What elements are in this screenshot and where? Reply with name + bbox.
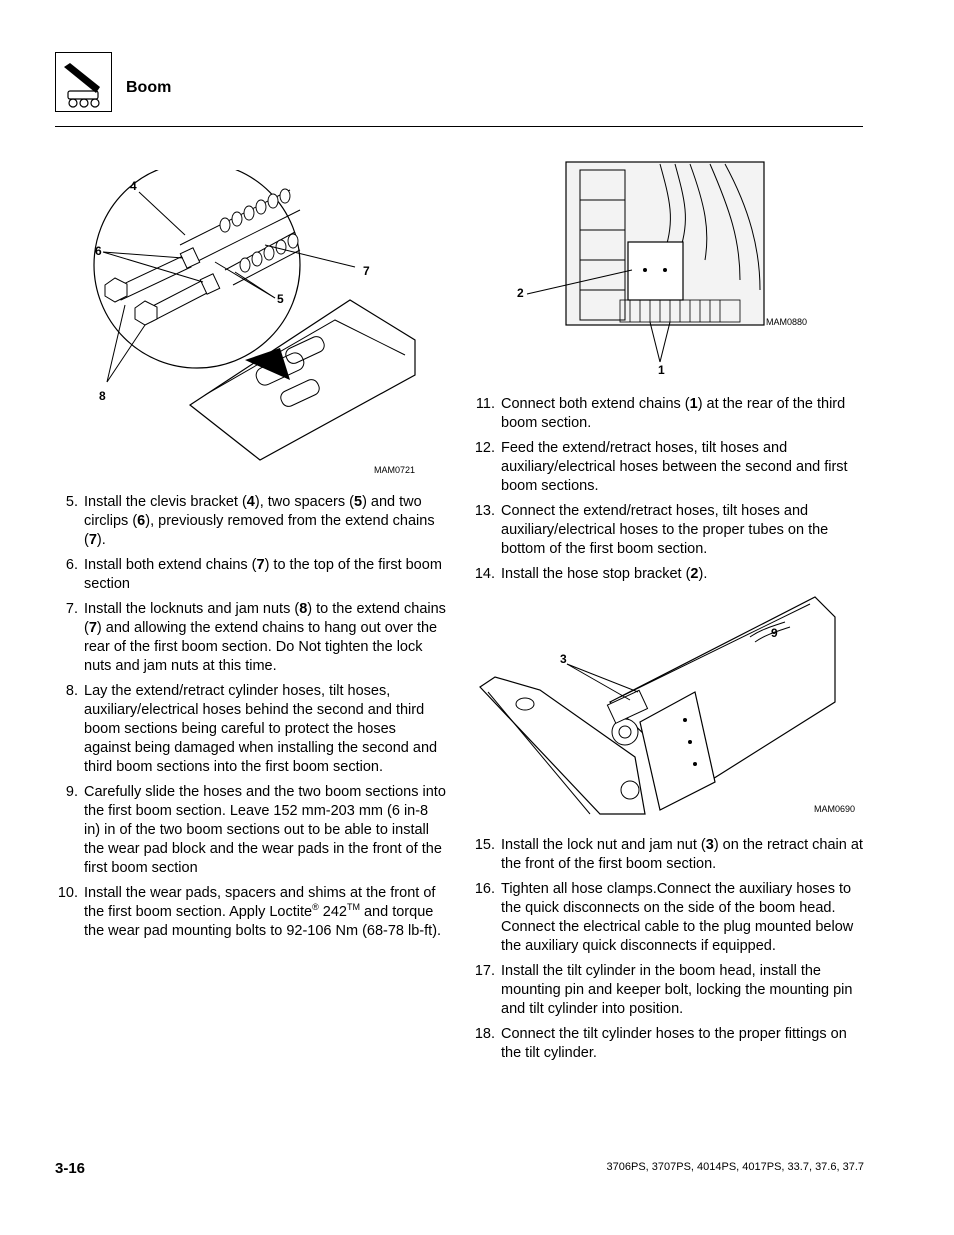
callout-6: 6 xyxy=(95,244,102,258)
step-text-segment: 7 xyxy=(88,532,97,548)
callout-9: 9 xyxy=(771,626,778,640)
callout-1: 1 xyxy=(658,363,665,377)
step-text-segment: 5 xyxy=(353,494,363,510)
step-text-segment: 1 xyxy=(689,396,698,412)
step-text-segment: Tighten all hose clamps.Connect the auxiliary hoses to the quick disconnects on the side of the boom head. Connect the electrical cable to the plug mounted below the auxiliary quick disconnects if equipped. xyxy=(501,881,854,954)
step-item xyxy=(473,439,863,496)
step-item xyxy=(56,884,446,941)
step-text-segment: ® xyxy=(312,902,319,913)
callout-8: 8 xyxy=(99,389,106,403)
step-text-segment: Feed the extend/retract hoses, tilt hoses and auxiliary/electrical hoses between the second and first boom sections. xyxy=(501,440,848,494)
step-item xyxy=(473,836,863,874)
step-text-segment: Install the tilt cylinder in the boom head, install the mounting pin and keeper bolt, locking the mounting pin and tilt cylinder into position. xyxy=(501,963,853,1017)
step-number: 6. xyxy=(65,557,78,573)
step-text-segment: ) and allowing the extend chains to hang out over the rear of the first boom section. Do Not tighten the lock nuts and jam nuts at this time. xyxy=(84,620,438,674)
figure-boom-head xyxy=(470,592,860,822)
step-item xyxy=(56,493,446,550)
step-text-segment: 7 xyxy=(256,557,265,573)
step-number: 18. xyxy=(474,1026,495,1042)
step-text-segment: ) at the rear of the third boom section. xyxy=(501,396,846,431)
step-item xyxy=(473,880,863,956)
step-text-segment: Connect both extend chains ( xyxy=(501,396,690,412)
step-item xyxy=(56,682,446,777)
figure-code: MAM0880 xyxy=(766,317,808,327)
step-item xyxy=(473,502,863,559)
callout-2: 2 xyxy=(517,286,524,300)
step-item xyxy=(473,962,863,1019)
right-step-list-top xyxy=(473,395,863,590)
step-text-segment: Install the clevis bracket ( xyxy=(84,494,247,510)
step-text-segment: ) to the top of the first boom section xyxy=(84,557,442,592)
step-text-segment: 6 xyxy=(137,513,146,529)
step-text-segment: ). xyxy=(698,566,708,582)
header-divider xyxy=(55,126,863,127)
step-text-segment: Carefully slide the hoses and the two boom sections into the first boom section. Leave 152 mm-203 mm (6 in-8 in) in of the two boom sections out to be able to install the wear pad block and the wear pads in the front of the first boom section xyxy=(84,784,446,876)
step-number: 12. xyxy=(474,440,495,456)
step-text-segment: 4 xyxy=(246,494,255,510)
page-number: 3-16 xyxy=(55,1160,86,1177)
step-text-segment: Install both extend chains ( xyxy=(84,557,257,573)
step-number: 7. xyxy=(65,601,78,617)
left-step-list xyxy=(56,493,446,947)
step-text xyxy=(501,837,863,872)
step-text xyxy=(501,1026,847,1061)
step-text-segment: 7 xyxy=(88,620,97,636)
step-text xyxy=(84,557,442,592)
step-text-segment: Install the hose stop bracket ( xyxy=(501,566,691,582)
step-text-segment: ), two spacers ( xyxy=(254,494,354,510)
figure-code: MAM0690 xyxy=(814,804,856,814)
callout-7: 7 xyxy=(363,264,370,278)
page-title: Boom xyxy=(126,79,172,96)
step-text xyxy=(84,683,437,775)
step-number: 15. xyxy=(474,837,495,853)
step-text-segment: Connect the extend/retract hoses, tilt hoses and auxiliary/electrical hoses to the proper tubes on the bottom of the first boom section. xyxy=(501,503,829,557)
model-list: 3706PS, 3707PS, 4014PS, 4017PS, 33.7, 37.6, 37.7 xyxy=(606,1161,864,1173)
step-text-segment: Install the locknuts and jam nuts ( xyxy=(84,601,300,617)
step-text-segment: ) to the extend chains ( xyxy=(84,601,446,636)
step-text xyxy=(84,784,446,876)
step-number: 14. xyxy=(474,566,495,582)
step-text-segment: ). xyxy=(96,532,106,548)
step-text-segment: 242 xyxy=(318,904,347,920)
figure-code: MAM0721 xyxy=(374,465,416,475)
step-item xyxy=(56,600,446,676)
step-text xyxy=(84,494,435,548)
step-text xyxy=(84,601,446,674)
step-number: 17. xyxy=(474,963,495,979)
step-text-segment: Install the lock nut and jam nut ( xyxy=(501,837,706,853)
step-item xyxy=(473,565,863,584)
step-text xyxy=(501,566,707,582)
boom-section-icon xyxy=(55,52,112,112)
step-item xyxy=(56,556,446,594)
step-text-segment: TM xyxy=(346,902,360,913)
step-text xyxy=(501,503,828,557)
callout-4: 4 xyxy=(130,179,137,193)
step-text-segment: 3 xyxy=(705,837,714,853)
step-text-segment: Install the wear pads, spacers and shims at the front of the first boom section. Apply Loctite xyxy=(84,885,436,920)
callout-5: 5 xyxy=(277,292,284,306)
step-text xyxy=(501,881,853,954)
step-text-segment: ) on the retract chain at the front of the first boom section. xyxy=(501,837,863,872)
step-item xyxy=(473,1025,863,1063)
figure-clevis-chains xyxy=(85,170,435,480)
step-text xyxy=(501,440,848,494)
step-number: 16. xyxy=(474,881,495,897)
step-text-segment: ), previously removed from the extend chains ( xyxy=(84,513,435,548)
figure-hose-stop-bracket xyxy=(510,160,830,380)
step-text-segment: ) and two circlips ( xyxy=(84,494,422,529)
step-item xyxy=(56,783,446,878)
step-item xyxy=(473,395,863,433)
step-number: 13. xyxy=(474,503,495,519)
step-text-segment: Connect the tilt cylinder hoses to the proper fittings on the tilt cylinder. xyxy=(501,1026,847,1061)
step-text-segment: Lay the extend/retract cylinder hoses, tilt hoses, auxiliary/electrical hoses behind the second and third boom sections being careful to protect the hoses against being damaged when installing the second and third boom sections into the first boom section. xyxy=(84,683,438,775)
callout-3: 3 xyxy=(560,652,567,666)
step-number: 5. xyxy=(65,494,78,510)
step-text xyxy=(501,963,852,1017)
step-number: 9. xyxy=(65,784,78,800)
step-text xyxy=(501,396,845,431)
step-text-segment: and torque the wear pad mounting bolts to 92-106 Nm (68-78 lb-ft). xyxy=(84,904,442,939)
step-number: 11. xyxy=(475,396,495,412)
right-step-list-bottom xyxy=(473,836,863,1069)
step-text xyxy=(84,885,441,939)
step-number: 10. xyxy=(57,885,78,901)
step-number: 8. xyxy=(65,683,78,699)
step-text-segment: 8 xyxy=(299,601,308,617)
step-text-segment: 2 xyxy=(690,566,699,582)
